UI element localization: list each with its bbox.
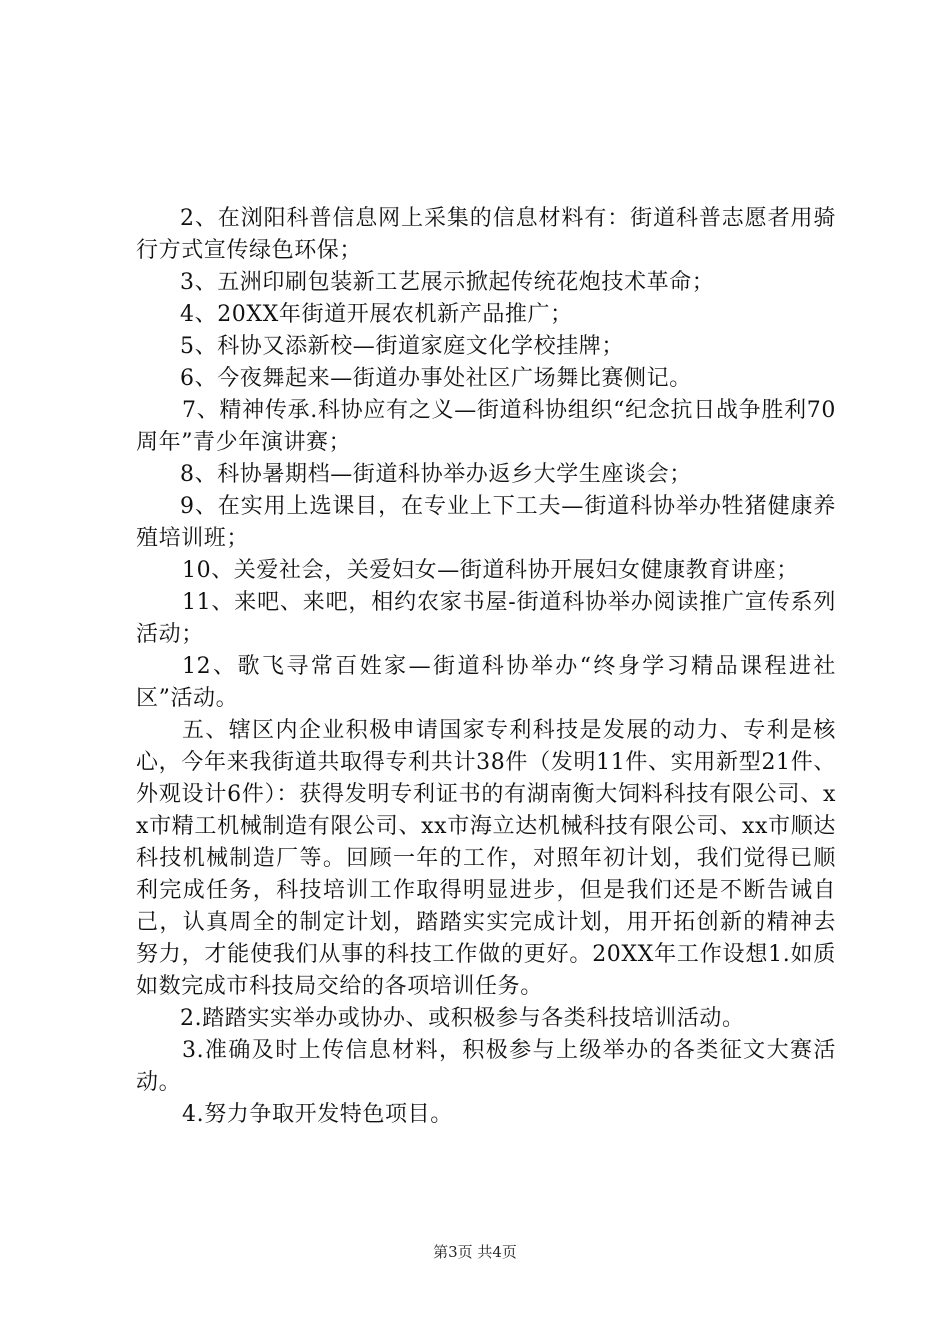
document-body	[136, 203, 836, 1131]
plan-item-2: 2.踏踏实实举办或协办、或积极参与各类科技培训活动。	[180, 1006, 745, 1031]
paragraph-item-12: 12、歌飞寻常百姓家—街道科协举办“终身学习精品课程进社区”活动。	[136, 654, 836, 711]
plan-item-4: 4.努力争取开发特色项目。	[182, 1102, 453, 1127]
paragraph-item-4: 4、20XX年街道开展农机新产品推广；	[180, 302, 573, 327]
paragraph-item-3: 3、五洲印刷包装新工艺展示掀起传统花炮技术革命；	[180, 270, 715, 295]
paragraph-item-10: 10、关爱社会，关爱妇女—街道科协开展妇女健康教育讲座；	[182, 558, 799, 583]
page-footer: 第3页 共4页	[433, 1243, 517, 1261]
paragraph-item-11: 11、来吧、来吧，相约农家书屋-街道科协举办阅读推广宣传系列活动；	[136, 590, 836, 647]
paragraph-item-9: 9、在实用上选课目，在专业上下工夫—街道科协举办牲猪健康养殖培训班；	[136, 494, 836, 551]
paragraph-item-8: 8、科协暑期档—街道科协举办返乡大学生座谈会；	[180, 462, 692, 487]
paragraph-item-5: 5、科协又添新校—街道家庭文化学校挂牌；	[180, 334, 624, 359]
paragraph-item-2: 2、在浏阳科普信息网上采集的信息材料有：街道科普志愿者用骑行方式宣传绿色环保；	[136, 206, 836, 263]
plan-item-3: 3.准确及时上传信息材料，积极参与上级举办的各类征文大赛活动。	[136, 1038, 836, 1095]
paragraph-item-7: 7、精神传承.科协应有之义—街道科协组织“纪念抗日战争胜利70周年”青少年演讲赛；	[136, 398, 836, 455]
paragraph-item-6: 6、今夜舞起来—街道办事处社区广场舞比赛侧记。	[180, 366, 692, 391]
paragraph-section-five: 五、辖区内企业积极申请国家专利科技是发展的动力、专利是核心，今年来我街道共取得专利共计38件（发明11件、实用新型21件、外观设计6件）：获得发明专利证书的有湖南衡大饲料科技有限公司、xx市精工机械制造有限公司、xx市海立达机械科技有限公司、xx市顺达科技机械制造厂等。回顾一年的工作，对照年初计划，我们觉得已顺利完成任务，科技培训工作取得明显进步，但是我们还是不断告诫自己，认真周全的制定计划，踏踏实实完成计划，用开拓创新的精神去努力，才能使我们从事的科技工作做的更好。20XX年工作设想1.如质如数完成市科技局交给的各项培训任务。	[136, 718, 836, 999]
